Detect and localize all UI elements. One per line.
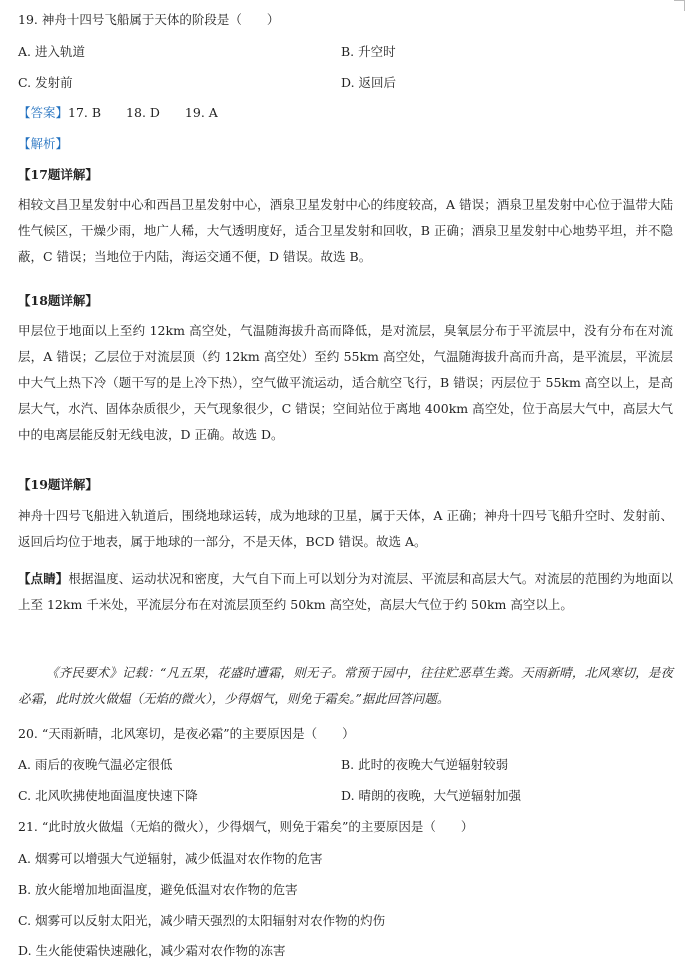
detail-19-text: 神舟十四号飞船进入轨道后，围绕地球运转，成为地球的卫星，属于天体，A 正确；神舟十四号飞船升空时、发射前、返回后均位于地表，属于地球的一部分，不是天体，BCD 错误。故选 A。 <box>18 508 673 549</box>
q21-option-b: B. 放火能增加地面温度，避免低温对农作物的危害 <box>18 882 298 897</box>
answer-label: 【答案】 <box>18 105 69 120</box>
q21-option-c: C. 烟雾可以反射太阳光，减少晴天强烈的太阳辐射对农作物的灼伤 <box>18 913 386 928</box>
dianjing-text: 根据温度、运动状况和密度，大气自下而上可以划分为对流层、平流层和高层大气。对流层的范围约为地面以上至 12km 千米处，平流层分布在对流层顶至约 50km 高空处，高层大气位于约 50km 高空以上。 <box>18 571 673 612</box>
detail-17-title: 【17题详解】 <box>18 167 98 182</box>
q20-option-c: C. 北风吹拂使地面温度快速下降 <box>18 788 198 803</box>
q20-option-a: A. 雨后的夜晚气温必定很低 <box>18 757 173 772</box>
dianjing-label: 【点睛】 <box>18 571 69 586</box>
answer-values: 17. B 18. D 19. A <box>68 105 218 120</box>
reading-passage: 《齐民要术》记载：“凡五果，花盛时遭霜，则无子。常预于园中，往往贮恶草生粪。天雨新晴，北风寒切，是夜必霜，此时放火做煴（无焰的微火），少得烟气，则免于霜矣。”据此回答问题。 <box>18 665 673 706</box>
detail-19-title: 【19题详解】 <box>18 477 98 492</box>
q19-option-b: B. 升空时 <box>341 44 396 59</box>
detail-17-text: 相较文昌卫星发射中心和西昌卫星发射中心，酒泉卫星发射中心的纬度较高，A 错误；酒泉卫星发射中心位于温带大陆性气候区，干燥少雨，地广人稀，大气透明度好，适合卫星发射和回收，B 正确；酒泉卫星发射中心地势平坦，并不隐蔽，C 错误；当地位于内陆，海运交通不便，D 错误。故选 B。 <box>18 197 673 264</box>
detail-18-text: 甲层位于地面以上至约 12km 高空处，气温随海拔升高而降低，是对流层，臭氧层分布于平流层中，没有分布在对流层，A 错误；乙层位于对流层顶（约 12km 高空处）至约 55km 高空处，气温随海拔升高而升高，是平流层，平流层中大气上热下冷（题干写的是上冷下热），空气做平流运动，适合航空飞行，B 错误；丙层位于 55km 高空以上，是高层大气，水汽、固体杂质很少，天气现象很少，C 错误；空间站位于离地 400km 高空处，位于高层大气中，高层大气中的电离层能反射无线电波，D 正确。故选 D。 <box>18 323 673 442</box>
answer-line <box>18 105 218 121</box>
q19-option-c: C. 发射前 <box>18 75 73 90</box>
q21-option-a: A. 烟雾可以增强大气逆辐射，减少低温对农作物的危害 <box>18 851 323 866</box>
dianjing-block <box>18 566 673 618</box>
q19-option-d: D. 返回后 <box>341 75 397 90</box>
q20-option-b: B. 此时的夜晚大气逆辐射较弱 <box>341 757 509 772</box>
q21-stem: 21. “此时放火做煴（无焰的微火），少得烟气，则免于霜矣”的主要原因是（ ） <box>18 819 474 834</box>
q19-stem: 19. 神舟十四号飞船属于天体的阶段是（ ） <box>18 12 280 27</box>
q20-option-d: D. 晴朗的夜晚，大气逆辐射加强 <box>341 788 522 803</box>
analysis-label: 【解析】 <box>18 136 69 151</box>
corner-crop-mark <box>674 0 685 11</box>
detail-18-title: 【18题详解】 <box>18 293 98 308</box>
q20-stem: 20. “天雨新晴，北风寒切，是夜必霜”的主要原因是（ ） <box>18 726 355 741</box>
q19-option-a: A. 进入轨道 <box>18 44 85 59</box>
q21-option-d: D. 生火能使霜快速融化，减少霜对农作物的冻害 <box>18 943 286 958</box>
